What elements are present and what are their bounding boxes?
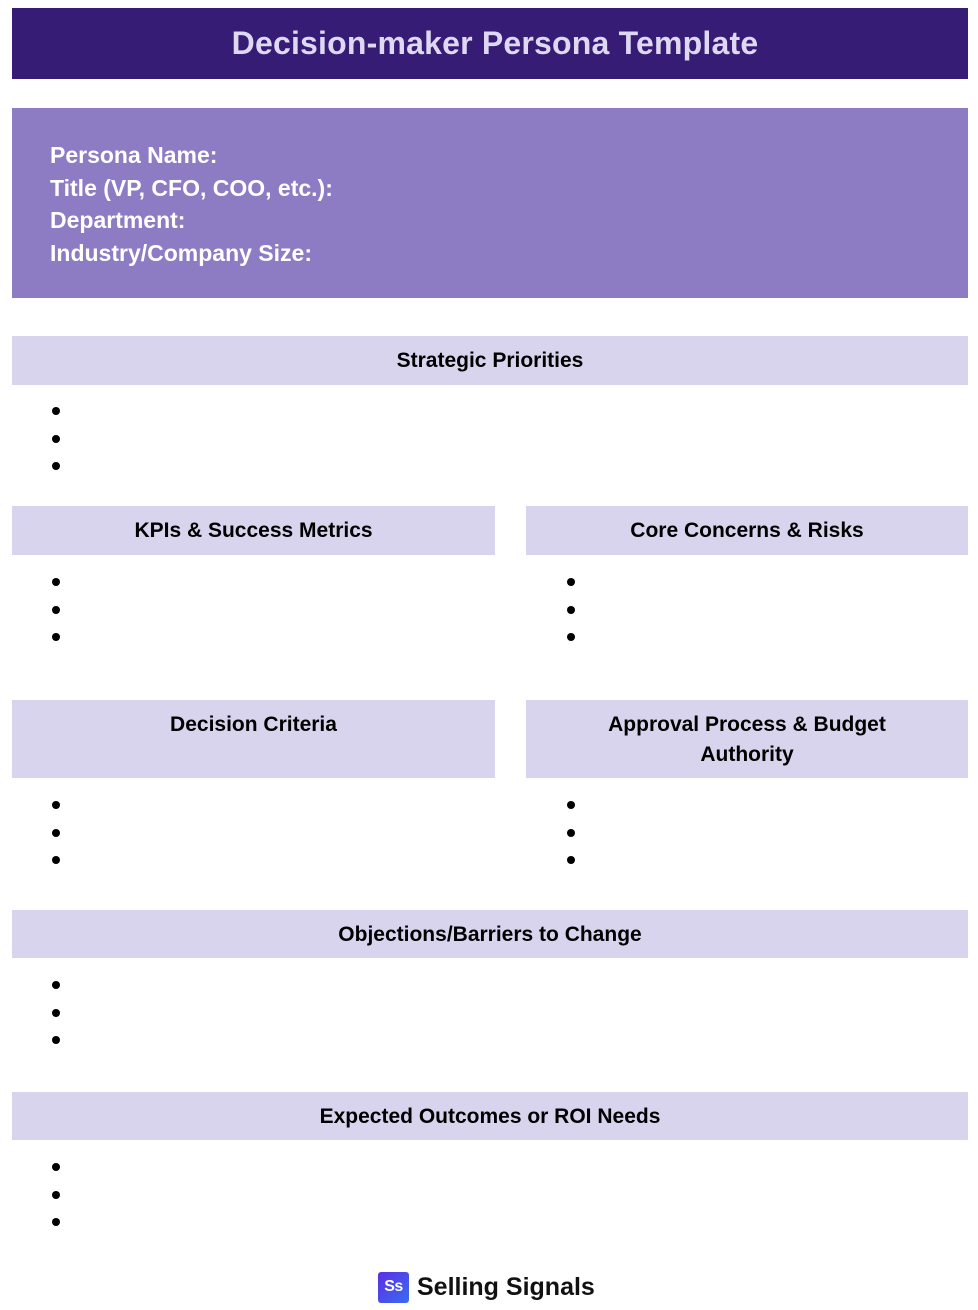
- list-item: [52, 1218, 60, 1226]
- list-item: [52, 801, 60, 809]
- list-item: [52, 981, 60, 989]
- section-header-decision-criteria: Decision Criteria: [12, 700, 495, 778]
- section-header-objections: Objections/Barriers to Change: [12, 910, 968, 958]
- list-item: [52, 1009, 60, 1017]
- bullet-list-approval: [567, 801, 575, 884]
- list-item: [52, 435, 60, 443]
- list-item: [52, 407, 60, 415]
- list-item: [52, 1036, 60, 1044]
- list-item: [52, 1191, 60, 1199]
- list-item: [567, 829, 575, 837]
- bullet-list-strategic-priorities: [52, 407, 60, 490]
- bullet-list-objections: [52, 981, 60, 1064]
- list-item: [567, 606, 575, 614]
- brand-footer: [378, 1270, 595, 1304]
- bullet-list-concerns: [567, 578, 575, 661]
- bullet-list-outcomes: [52, 1163, 60, 1246]
- persona-info-box: [12, 108, 968, 298]
- persona-name-label: Persona Name:: [50, 142, 218, 168]
- section-header-approval: Approval Process & Budget Authority: [526, 700, 968, 778]
- list-item: [52, 633, 60, 641]
- persona-fields: [50, 139, 333, 269]
- brand-name: Selling Signals: [417, 1272, 595, 1301]
- list-item: [52, 1163, 60, 1171]
- page-title: Decision-maker Persona Template: [231, 25, 759, 61]
- list-item: [52, 462, 60, 470]
- persona-industry-label: Industry/Company Size:: [50, 239, 312, 266]
- bullet-list-decision-criteria: [52, 801, 60, 884]
- list-item: [567, 633, 575, 641]
- list-item: [567, 856, 575, 864]
- list-item: [52, 829, 60, 837]
- list-item: [52, 578, 60, 586]
- section-header-strategic-priorities: Strategic Priorities: [12, 336, 968, 385]
- selling-signals-logo-icon: Ss: [378, 1272, 409, 1303]
- list-item: [52, 856, 60, 864]
- title-bar: [12, 8, 968, 79]
- persona-title-label: Title (VP, CFO, COO, etc.):: [50, 174, 333, 201]
- list-item: [52, 606, 60, 614]
- section-header-concerns: Core Concerns & Risks: [526, 506, 968, 555]
- section-header-outcomes: Expected Outcomes or ROI Needs: [12, 1092, 968, 1140]
- section-header-kpis: KPIs & Success Metrics: [12, 506, 495, 555]
- bullet-list-kpis: [52, 578, 60, 661]
- persona-department-label: Department:: [50, 207, 186, 233]
- list-item: [567, 801, 575, 809]
- list-item: [567, 578, 575, 586]
